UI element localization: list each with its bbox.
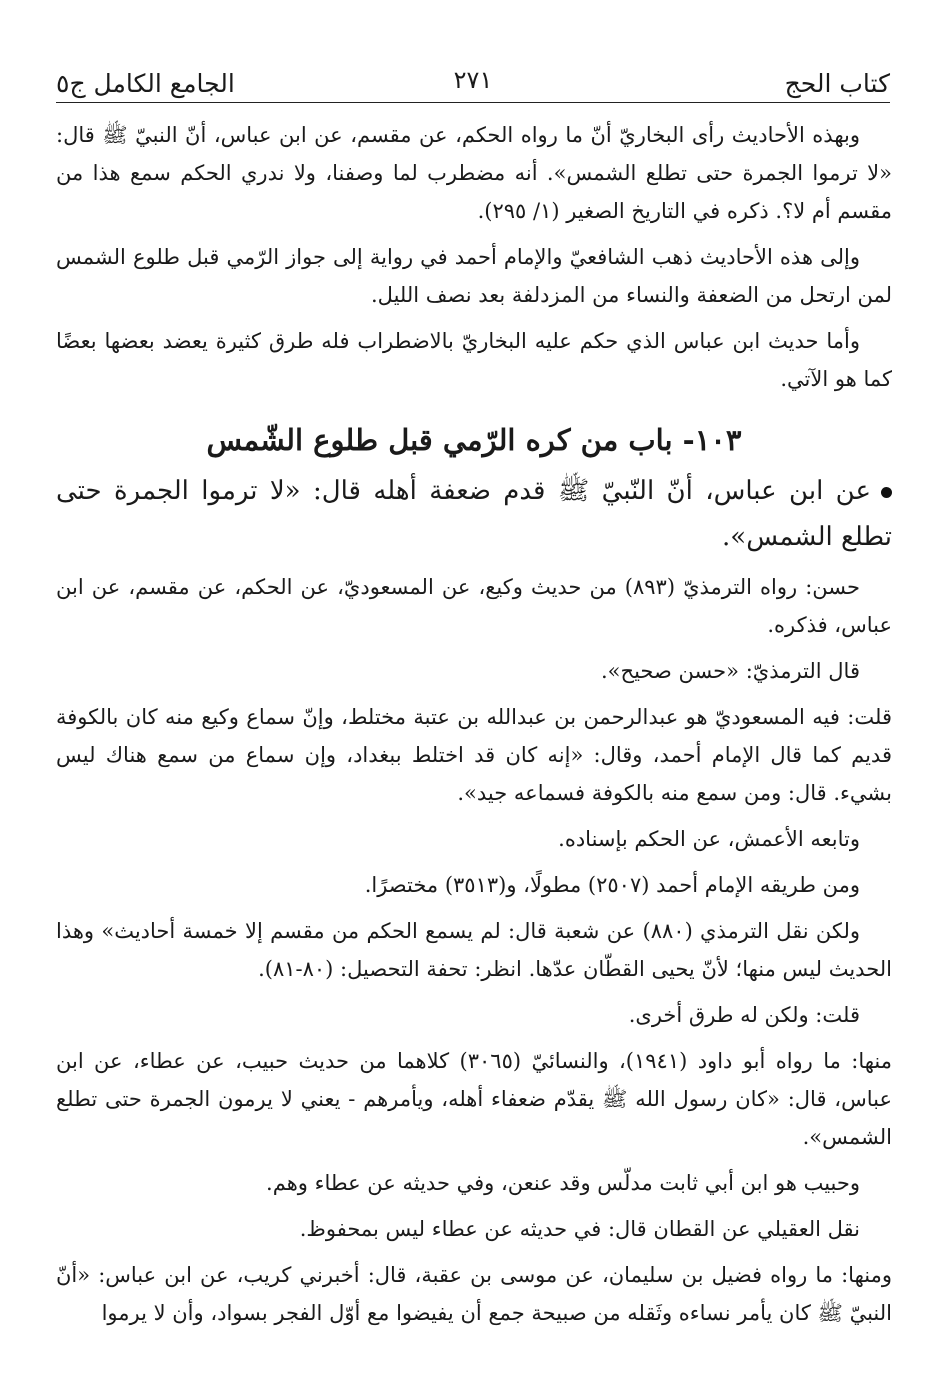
- intro-paragraph: وإلى هذه الأحاديث ذهب الشافعيّ والإمام أحمد في رواية إلى جواز الرّمي قبل طلوع الشمس لمن ارتحل من الضعفة والنساء من المزدلفة بعد نصف الليل.: [56, 245, 892, 307]
- body-paragraph: قلت: ولكن له طرق أخرى.: [628, 1003, 860, 1027]
- intro-paragraph: وبهذه الأحاديث رأى البخاريّ أنّ ما رواه الحكم، عن مقسم، عن ابن عباس، أنّ النبيّ ﷺ قال: «لا ترموا الجمرة حتى تطلع الشمس». أنه مضطرب لما وصفنا، ولا ندري الحكم سمع هذا من مقسم أم لا؟. ذكره في التاريخ الصغير (١/ ٢٩٥).: [56, 123, 892, 223]
- body-paragraph: قلت: فيه المسعوديّ هو عبدالرحمن بن عبدالله بن عتبة مختلط، وإنّ سماع وكيع منه كان بالكوفة قديم كما قال الإمام أحمد، وقال: «إنه كان قد اختلط ببغداد، وإن سماع من سمع هناك ليس بشيء. قال: ومن سمع منه بالكوفة فسماعه جيد».: [56, 705, 892, 805]
- body-paragraph: ومنها: ما رواه فضيل بن سليمان، عن موسى بن عقبة، قال: أخبرني كريب، عن ابن عباس: «أنّ النبيّ ﷺ كان يأمر نساءه وثَقله من صبيحة جمع أن يفيضوا مع أوّل الفجر بسواد، وأن لا يرموا: [56, 1263, 892, 1325]
- hadith-text: عن ابن عباس، أنّ النّبيّ ﷺ قدم ضعفة أهله قال: «لا ترموا الجمرة حتى تطلع الشمس».: [56, 476, 892, 552]
- body-paragraph: وحبيب هو ابن أبي ثابت مدلّس وقد عنعن، وفي حديثه عن عطاء وهم.: [266, 1171, 860, 1195]
- page-header: [56, 58, 890, 98]
- body-paragraph: قال الترمذيّ: «حسن صحيح».: [600, 659, 860, 683]
- page-content: [56, 116, 892, 1332]
- body-paragraph: ومن طريقه الإمام أحمد (٢٥٠٧) مطولًا، و(٣٥١٣) مختصرًا.: [364, 873, 860, 897]
- page-number: ٢٧١: [453, 66, 493, 94]
- body-paragraph: نقل العقيلي عن القطان قال: في حديثه عن عطاء ليس بمحفوظ.: [299, 1217, 860, 1241]
- bullet-icon: [881, 487, 892, 498]
- header-volume-title: الجامع الكامل ج٥: [56, 69, 235, 98]
- chapter-heading: ١٠٣- باب من كره الرّمي قبل طلوع الشّمس: [206, 423, 742, 457]
- body-paragraph: حسن: رواه الترمذيّ (٨٩٣) من حديث وكيع، عن المسعوديّ، عن الحكم، عن مقسم، عن ابن عباس، فذكره.: [56, 575, 892, 637]
- intro-paragraph: وأما حديث ابن عباس الذي حكم عليه البخاريّ بالاضطراب فله طرق كثيرة يعضد بعضها بعضًا كما هو الآتي.: [56, 329, 892, 391]
- body-paragraph: وتابعه الأعمش، عن الحكم بإسناده.: [558, 827, 860, 851]
- body-paragraph: منها: ما رواه أبو داود (١٩٤١)، والنسائيّ (٣٠٦٥) كلاهما من حديث حبيب، عن عطاء، عن ابن عباس، قال: «كان رسول الله ﷺ يقدّم ضعفاء أهله، ويأمرهم - يعني لا يرمون الجمرة حتى تطلع الشمس».: [56, 1049, 892, 1149]
- hadith-paragraph: [56, 468, 892, 560]
- body-paragraph: ولكن نقل الترمذي (٨٨٠) عن شعبة قال: لم يسمع الحكم من مقسم إلا خمسة أحاديث» وهذا الحديث ليس منها؛ لأنّ يحيى القطّان عدّها. انظر: تحفة التحصيل: (٨٠-٨١).: [56, 919, 892, 981]
- header-rule: [56, 102, 890, 103]
- header-book-title: كتاب الحج: [784, 69, 890, 98]
